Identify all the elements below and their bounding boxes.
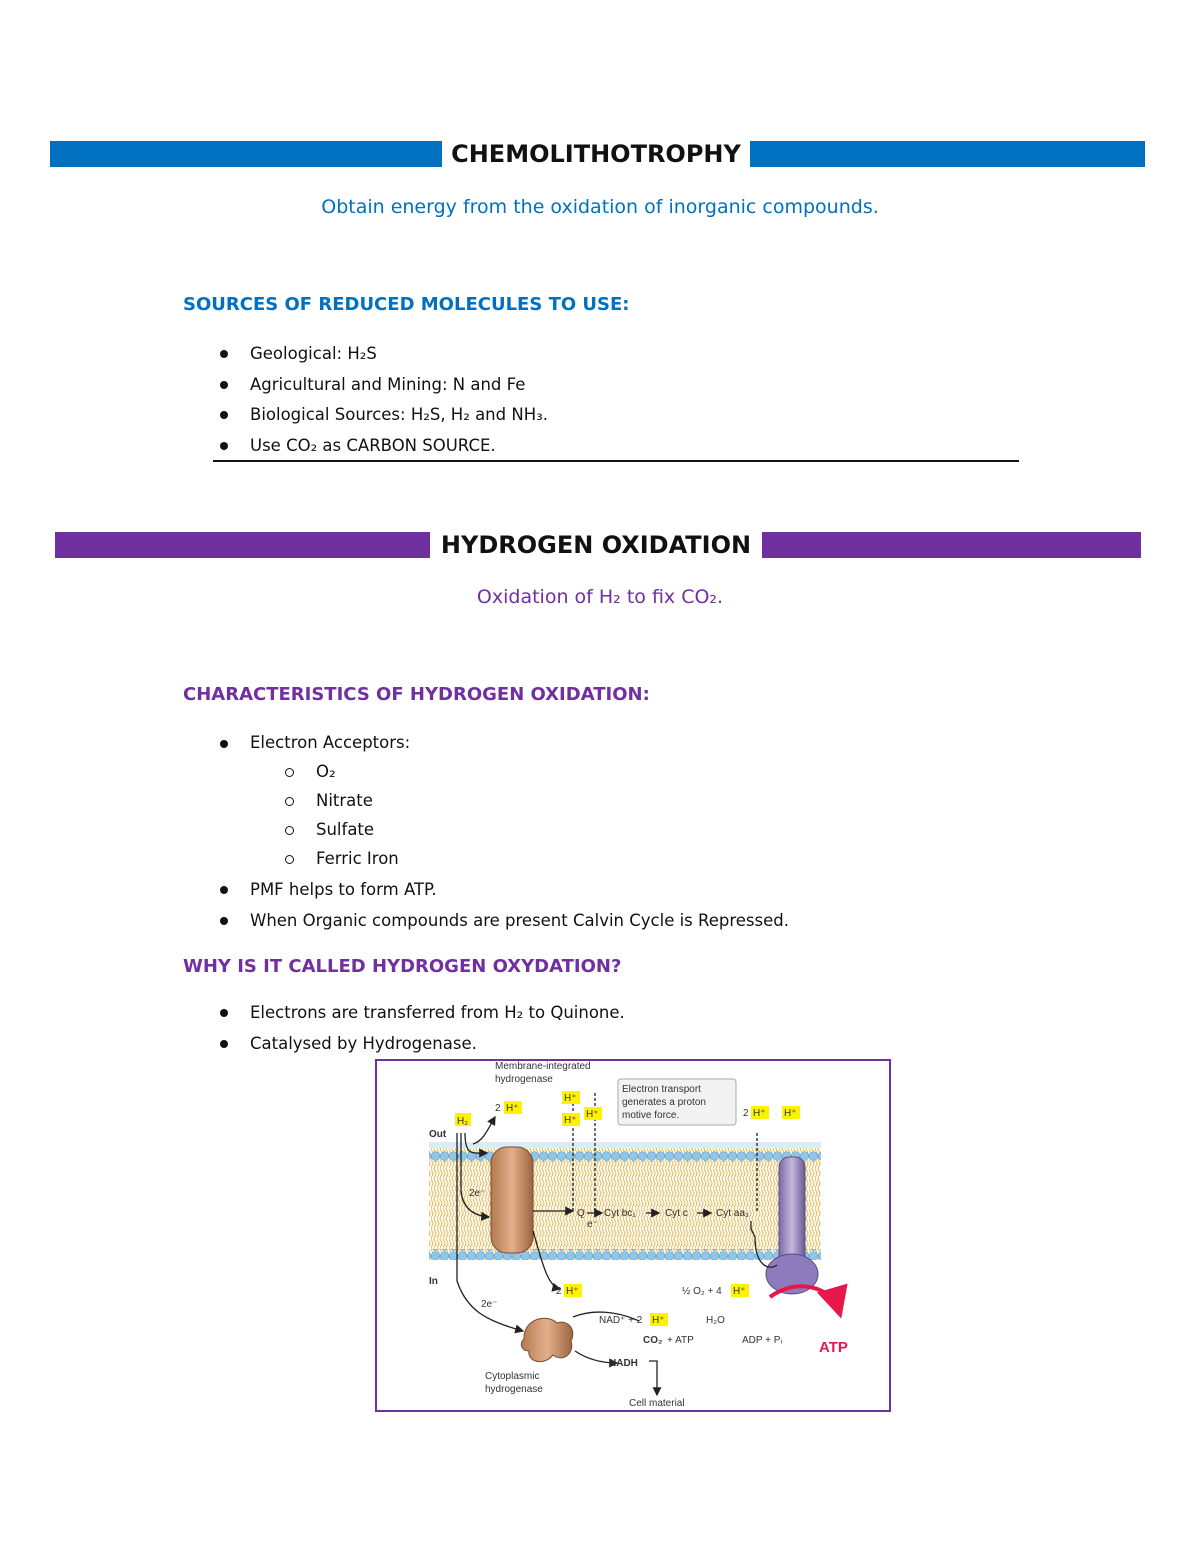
banner-bar-right	[750, 141, 1145, 167]
list-item: Geological: H₂S	[220, 339, 548, 370]
section-title: HYDROGEN OXIDATION	[430, 526, 762, 564]
h2-label: H₂	[457, 1116, 469, 1127]
section-subtitle: Oxidation of H₂ to fix CO₂.	[476, 586, 724, 608]
membrane-inner-heads	[429, 1249, 821, 1260]
cyt-bc1-label: Cyt bc₁	[604, 1208, 636, 1219]
list-item: When Organic compounds are present Calvin Cycle is Repressed.	[220, 906, 789, 937]
list-item: Agricultural and Mining: N and Fe	[220, 370, 548, 401]
membrane-hydrogenase	[491, 1147, 533, 1253]
proton-label: H⁺	[753, 1108, 766, 1119]
banner-bar-left	[55, 532, 430, 558]
sub-list-item: O₂	[220, 757, 789, 786]
list-item: Catalysed by Hydrogenase.	[220, 1029, 625, 1060]
list-item: Biological Sources: H₂S, H₂ and NH₃.	[220, 400, 548, 431]
sources-list	[220, 339, 548, 461]
section-banner-chemolithotrophy	[50, 141, 1145, 167]
horizontal-rule	[213, 460, 1019, 462]
callout-line: Electron transport	[622, 1084, 701, 1095]
cyt-aa3-label: Cyt aa₃	[716, 1208, 749, 1219]
cell-material-label: Cell material	[629, 1398, 685, 1409]
list-item: Use CO₂ as CARBON SOURCE.	[220, 431, 548, 462]
hydrogen-oxidation-figure	[375, 1059, 891, 1412]
banner-bar-left	[50, 141, 442, 167]
section-banner-hydrogen-oxidation	[55, 532, 1141, 558]
adp-label: ADP + Pᵢ	[742, 1335, 783, 1346]
membrane-glow	[429, 1142, 821, 1148]
section-heading: SOURCES OF REDUCED MOLECULES TO USE:	[183, 294, 630, 315]
quinone-label: Q	[577, 1208, 585, 1219]
proton-label: H⁺	[564, 1115, 577, 1126]
diagram-label: hydrogenase	[495, 1074, 553, 1085]
proton-label: H⁺	[784, 1108, 797, 1119]
why-list	[220, 998, 625, 1059]
proton-label: H⁺	[506, 1103, 519, 1114]
proton-label: H⁺	[652, 1315, 665, 1326]
callout-line: motive force.	[622, 1110, 680, 1121]
nadh-label: NADH	[609, 1358, 638, 1369]
list-item: PMF helps to form ATP.	[220, 875, 789, 906]
section-heading: WHY IS IT CALLED HYDROGEN OXYDATION?	[183, 956, 622, 977]
proton-label: H⁺	[733, 1286, 746, 1297]
sub-list-item: Sulfate	[220, 815, 789, 844]
co2-label: CO₂	[643, 1335, 663, 1346]
proton-label: H⁺	[586, 1109, 599, 1120]
section-title: CHEMOLITHOTROPHY	[442, 135, 750, 173]
out-label: Out	[429, 1129, 447, 1140]
diagram-label: Cytoplasmic	[485, 1371, 540, 1382]
diagram-label: 2e⁻	[469, 1188, 486, 1199]
atp-input-label: + ATP	[667, 1335, 694, 1346]
characteristics-list	[220, 729, 789, 936]
water-label: H₂O	[706, 1315, 725, 1326]
section-subtitle: Obtain energy from the oxidation of inorganic compounds.	[321, 196, 879, 218]
list-item: Electron Acceptors:	[220, 729, 789, 757]
atp-label: ATP	[819, 1339, 848, 1356]
proton-label: H⁺	[566, 1286, 579, 1297]
sub-list-item: Ferric Iron	[220, 844, 789, 875]
membrane-outer-heads	[429, 1151, 821, 1162]
cyt-c-label: Cyt c	[665, 1208, 688, 1219]
diagram-label: Membrane-integrated	[495, 1061, 591, 1072]
proton-label: H⁺	[564, 1093, 577, 1104]
atp-synthase-stalk	[779, 1157, 805, 1267]
diagram-label: 2	[743, 1108, 749, 1119]
nad-label: NAD⁺ + 2	[599, 1315, 643, 1326]
diagram-label: 2	[556, 1286, 562, 1297]
membrane-diagram	[377, 1061, 889, 1410]
diagram-label: hydrogenase	[485, 1384, 543, 1395]
diagram-label: 2e⁻	[481, 1299, 498, 1310]
banner-bar-right	[762, 532, 1141, 558]
list-item: Electrons are transferred from H₂ to Quinone.	[220, 998, 625, 1029]
callout-line: generates a proton	[622, 1097, 706, 1108]
lipid-bilayer	[429, 1148, 821, 1260]
section-heading: CHARACTERISTICS OF HYDROGEN OXIDATION:	[183, 684, 650, 705]
oxygen-label: ½ O₂ + 4	[682, 1286, 722, 1297]
sub-list-item: Nitrate	[220, 786, 789, 815]
cytoplasmic-hydrogenase	[521, 1318, 573, 1361]
in-label: In	[429, 1276, 438, 1287]
electron-label: e⁻	[587, 1219, 598, 1230]
diagram-label: 2	[495, 1103, 501, 1114]
